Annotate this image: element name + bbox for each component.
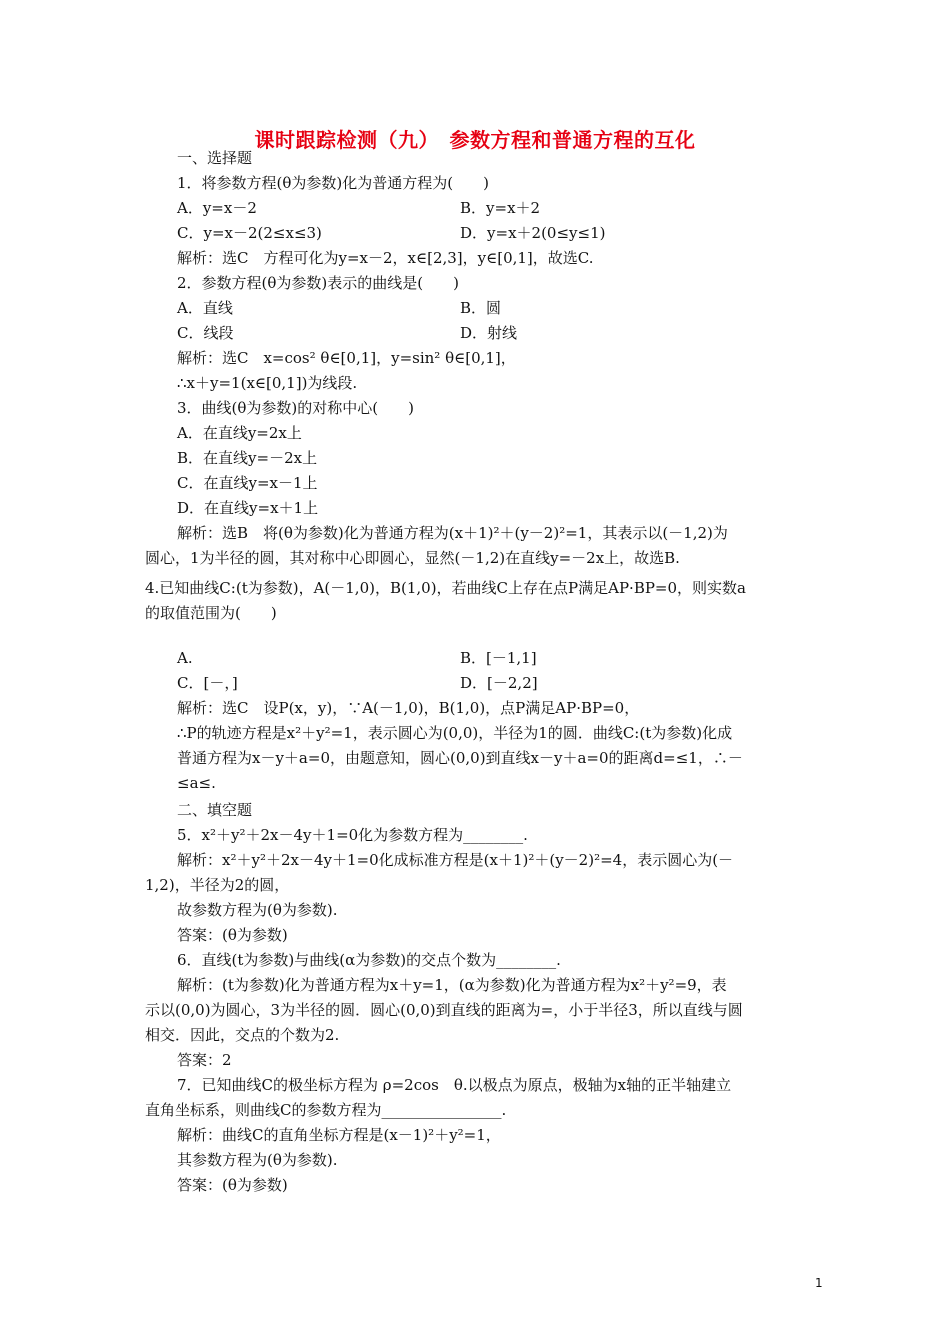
- text-line: 2．参数方程(θ为参数)表示的曲线是( ): [177, 274, 459, 292]
- text-line: B．[－1,1]: [460, 649, 537, 667]
- text-line: 其参数方程为(θ为参数).: [177, 1151, 338, 1169]
- text-line: 一、选择题: [177, 149, 253, 167]
- text-line: 1,2)，半径为2的圆，: [145, 876, 290, 894]
- text-line: 的取值范围为( ): [145, 604, 277, 622]
- text-line: 6．直线(t为参数)与曲线(α为参数)的交点个数为________.: [177, 951, 561, 969]
- text-line: 4.已知曲线C:(t为参数)，A(－1,0)，B(1,0)，若曲线C上存在点P满足AP·BP=0，则实数a: [145, 579, 746, 597]
- text-line: B．y=x＋2: [460, 199, 541, 217]
- text-line: D．y=x＋2(0≤y≤1): [460, 224, 606, 242]
- text-line: 答案：2: [177, 1051, 232, 1069]
- text-line: 3．曲线(θ为参数)的对称中心( ): [177, 399, 414, 417]
- page-title: 课时跟踪检测（九） 参数方程和普通方程的互化: [254, 128, 696, 152]
- text-line: 5．x²＋y²＋2x－4y＋1=0化为参数方程为________.: [177, 826, 528, 844]
- text-line: B．在直线y=－2x上: [177, 449, 318, 467]
- text-line: 1．将参数方程(θ为参数)化为普通方程为( ): [177, 174, 489, 192]
- text-line: 相交．因此，交点的个数为2.: [145, 1026, 340, 1044]
- text-line: 示以(0,0)为圆心，3为半径的圆．圆心(0,0)到直线的距离为=，小于半径3，所以直线与圆: [145, 1001, 743, 1019]
- text-line: 7．已知曲线C的极坐标方程为 ρ=2cos θ.以极点为原点，极轴为x轴的正半轴建立: [177, 1076, 732, 1094]
- text-line: D．[－2,2]: [460, 674, 538, 692]
- text-line: 答案：(θ为参数): [177, 926, 288, 944]
- text-line: ≤a≤.: [177, 774, 216, 792]
- text-line: 解析：选C 方程可化为y=x－2，x∈[2,3]，y∈[0,1]，故选C.: [177, 249, 594, 267]
- text-line: 解析：选C 设P(x，y)，∵A(－1,0)，B(1,0)，点P满足AP·BP=0，: [177, 699, 640, 717]
- text-line: 圆心，1为半径的圆，其对称中心即圆心，显然(－1,2)在直线y=－2x上，故选B.: [145, 549, 680, 567]
- text-line: 直角坐标系，则曲线C的参数方程为________________.: [145, 1101, 507, 1119]
- text-line: 答案：(θ为参数): [177, 1176, 288, 1194]
- text-line: A．在直线y=2x上: [177, 424, 302, 442]
- text-line: C．在直线y=x－1上: [177, 474, 318, 492]
- text-line: C．线段: [177, 324, 234, 342]
- text-line: ∴x＋y=1(x∈[0,1])为线段.: [177, 374, 358, 392]
- text-line: C．y=x－2(2≤x≤3): [177, 224, 322, 242]
- text-line: 解析：x²＋y²＋2x－4y＋1=0化成标准方程是(x＋1)²＋(y－2)²=4，表示圆心为(－: [177, 851, 734, 869]
- text-line: 二、填空题: [177, 801, 253, 819]
- text-line: 解析：(t为参数)化为普通方程为x＋y=1，(α为参数)化为普通方程为x²＋y²=9，表: [177, 976, 727, 994]
- text-line: 故参数方程为(θ为参数).: [177, 901, 338, 919]
- text-line: B．圆: [460, 299, 502, 317]
- text-line: 解析：选B 将(θ为参数)化为普通方程为(x＋1)²＋(y－2)²=1，其表示以(－1,2)为: [177, 524, 728, 542]
- text-line: 普通方程为x－y＋a=0，由题意知，圆心(0,0)到直线x－y＋a=0的距离d=≤1，∴－: [177, 749, 743, 767]
- text-line: 解析：曲线C的直角坐标方程是(x－1)²＋y²=1，: [177, 1126, 501, 1144]
- text-line: A．y=x－2: [177, 199, 257, 217]
- text-line: A.: [177, 649, 193, 667]
- text-line: ∴P的轨迹方程是x²＋y²=1，表示圆心为(0,0)，半径为1的圆．曲线C:(t为参数)化成: [177, 724, 733, 742]
- page-number: 1: [815, 1276, 823, 1290]
- text-line: 解析：选C x=cos² θ∈[0,1]，y=sin² θ∈[0,1]，: [177, 349, 516, 367]
- text-line: C．[－，]: [177, 674, 238, 692]
- text-line: D．在直线y=x＋1上: [177, 499, 319, 517]
- text-line: A．直线: [177, 299, 233, 317]
- text-line: D．射线: [460, 324, 518, 342]
